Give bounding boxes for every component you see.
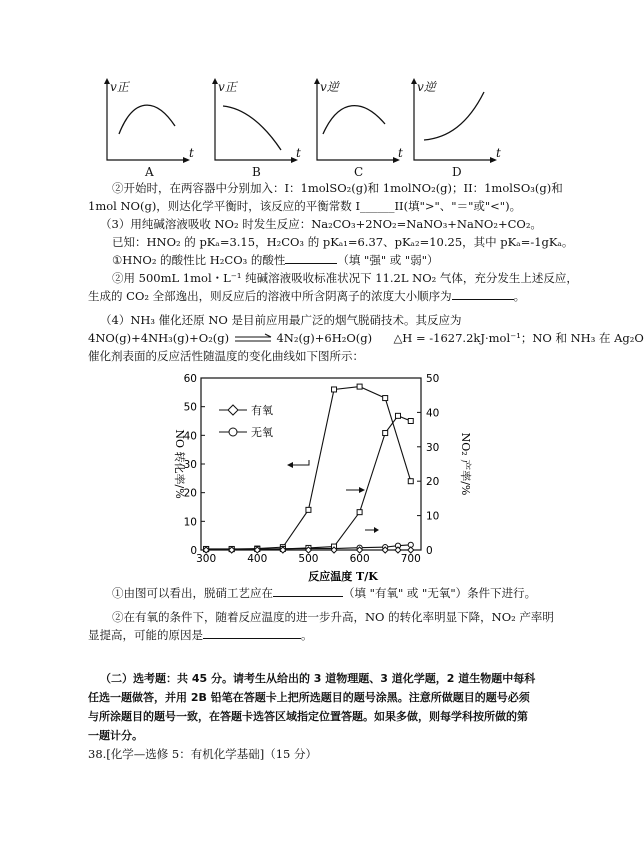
anion-order-blank[interactable] (452, 299, 514, 300)
x-tick-label-500: 500 (298, 553, 319, 565)
series-line-2 (206, 416, 411, 549)
legend-diamond-marker (228, 405, 238, 415)
text-line-10: 催化剂表面的反应活性随温度的变化曲线如下图所示： (88, 349, 364, 363)
mini-c-xlabel: t (398, 146, 403, 160)
q1-hint: （填 "有氧" 或 "无氧"）条件下进行。 (343, 586, 537, 600)
text-line-1: ②开始时，在两容器中分别加入：I：1molSO₂(g)和 1molNO₂(g)；II：1molSO₃(g)和 (112, 181, 563, 195)
q3-blank[interactable] (203, 638, 301, 639)
right-y-tick-label-40: 40 (426, 407, 440, 420)
question-2: ②在有氧的条件下，随着反应温度的进一步升高，NO 的转化率明显下降，NO₂ 产率明 (112, 610, 554, 624)
equilibrium-arrow-icon (233, 334, 273, 344)
q3-end: 。 (301, 628, 313, 642)
mini-b-letter: B (252, 165, 261, 179)
x-tick-label-300: 300 (196, 553, 217, 565)
x-tick-label-600: 600 (349, 553, 370, 565)
left-y-tick-label-50: 50 (183, 401, 197, 414)
question-3 (88, 627, 313, 643)
x-tick-label-400: 400 (247, 553, 268, 565)
mini-c-letter: C (354, 165, 364, 179)
acidity-hint: （填 "强" 或 "弱"） (337, 253, 439, 267)
legend-circle-marker (229, 428, 237, 436)
mini-a-letter: A (145, 165, 154, 179)
text-line-6: ②用 500mL 1mol・L⁻¹ 纯碱溶液吸收标准状况下 11.2L NO₂ 气体，充分发生上述反应， (112, 271, 578, 285)
left-y-tick-label-0: 0 (190, 545, 197, 557)
plot-frame (201, 378, 421, 550)
series-0-point-4 (306, 507, 311, 512)
left-axis-pointer-arrow (291, 460, 309, 465)
series-0-point-6 (357, 384, 362, 389)
products: 4N₂(g)+6H₂O(g) (276, 331, 373, 345)
text-line-4: 已知：HNO₂ 的 pKₐ=3.15，H₂CO₃ 的 pKₐ₁=6.37、pKₐ₂=10.25，其中 pKₐ=-1gKₐ。 (112, 235, 574, 249)
right-y-tick-label-30: 30 (426, 441, 440, 454)
legend-label-wuyang: 无氧 (251, 426, 273, 439)
left-y-tick-label-30: 30 (183, 459, 197, 471)
series-0-point-5 (332, 387, 337, 392)
series-2-point-7 (383, 431, 388, 436)
text-line-9 (88, 330, 644, 346)
right-y-tick-label-10: 10 (426, 510, 440, 523)
section-2-line-3: 与所涂题目的题号一致，在答题卡选答区域指定位置答题。如果多做，则每学科按所做的第 (88, 710, 528, 723)
x-axis-label: 反应温度 T/K (308, 570, 378, 583)
left-y-tick-label-20: 20 (183, 487, 197, 500)
acidity-prompt: ①HNO₂ 的酸性比 H₂CO₃ 的酸性 (112, 253, 286, 267)
text-line-5 (112, 252, 439, 268)
q1-prompt: ①由图可以看出，脱硝工艺应在 (112, 586, 273, 600)
reactants: 4NO(g)+4NH₃(g)+O₂(g) (88, 331, 230, 345)
text-line-2: 1mol NO(g)，则达化学平衡时，该反应的平衡常数 I______II(填">"、"＝"或"<")。 (88, 199, 522, 213)
left-y-tick-label-40: 40 (183, 430, 197, 443)
q1-blank[interactable] (273, 596, 343, 597)
right-axis-label: NO₂ 产率/% (459, 432, 472, 496)
section-2-line-4: 一题计分。 (88, 729, 143, 742)
mini-b-ylabel: v正 (218, 80, 237, 94)
mini-b-xlabel: t (296, 146, 301, 160)
series-0-point-7 (383, 396, 388, 401)
mini-a-ylabel: v正 (110, 80, 129, 94)
acidity-blank[interactable] (285, 263, 337, 264)
left-y-tick-label-10: 10 (183, 516, 197, 529)
mini-c-ylabel: v逆 (320, 80, 339, 94)
question-38-heading: 38.[化学—选修 5：有机化学基础]（15 分） (88, 747, 318, 761)
mini-d-xlabel: t (496, 146, 501, 160)
right-y-tick-label-20: 20 (426, 476, 440, 489)
right-y-tick-label-50: 50 (426, 373, 440, 385)
mini-d-letter: D (452, 165, 462, 179)
legend-label-youyang: 有氧 (251, 404, 273, 417)
series-0-point-8 (408, 479, 413, 484)
activity-chart (165, 368, 485, 588)
section-2-line-2: 任选一题做答，并用 2B 铅笔在答题卡上把所选题目的题号涂黑。注意所做题目的题号必须 (88, 691, 530, 704)
text-line-3: （3）用纯碱溶液吸收 NO₂ 时发生反应：Na₂CO₃+2NO₂=NaNO₃+NaNO₂+CO₂。 (100, 217, 542, 231)
question-1 (112, 585, 536, 601)
right-y-tick-label-0: 0 (426, 545, 433, 557)
left-axis-label: NO 转化率/% (173, 429, 186, 499)
left-y-tick-label-60: 60 (183, 373, 197, 385)
series-2-point-8 (395, 413, 400, 418)
x-tick-label-700: 700 (400, 553, 421, 565)
series-2-point-6 (357, 510, 362, 515)
mini-d-ylabel: v逆 (417, 80, 436, 94)
q3-prompt: 显提高，可能的原因是 (88, 628, 203, 642)
anion-prompt: 生成的 CO₂ 全部逸出，则反应后的溶液中所含阴离子的浓度大小顺序为 (88, 289, 452, 303)
enthalpy: △H = -1627.2kJ·mol⁻¹；NO 和 NH₃ 在 Ag₂O (393, 331, 644, 345)
anion-end: 。 (513, 289, 526, 303)
text-line-8: （4）NH₃ 催化还原 NO 是目前应用最广泛的烟气脱硝技术。其反应为 (100, 313, 462, 327)
series-2-point-9 (408, 419, 413, 424)
section-2-line-1: （二）选考题：共 45 分。请考生从给出的 3 道物理题、3 道化学题，2 道生物题中每科 (100, 672, 536, 685)
mini-a-xlabel: t (189, 146, 194, 160)
text-line-7 (88, 288, 525, 304)
